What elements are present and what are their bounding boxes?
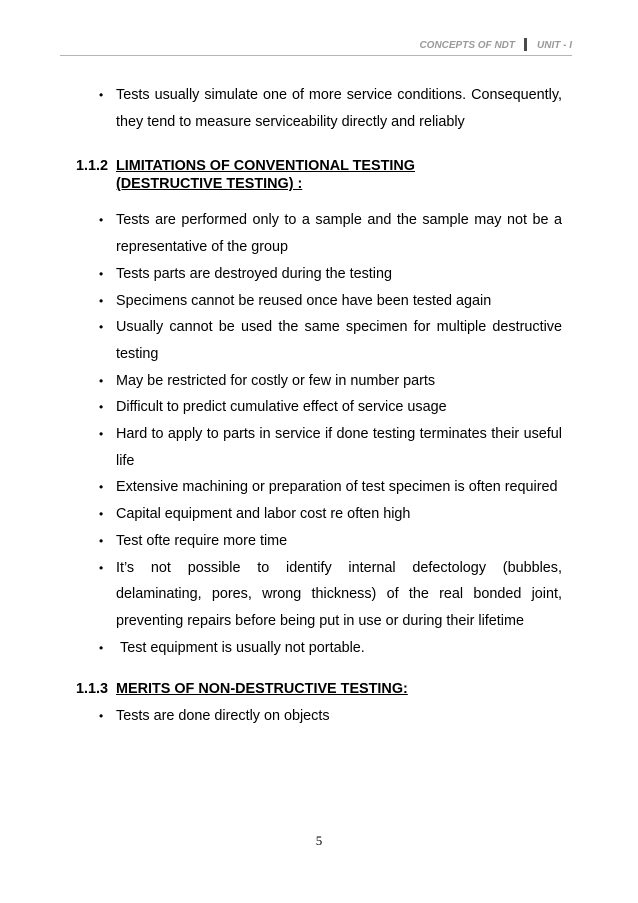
list-item-text: Tests usually simulate one of more service conditions. Consequently, they tend to measure serviceability directly and reliably — [116, 87, 562, 130]
list-item-text: It’s not possible to identify internal defectology (bubbles, delaminating, pores, wrong thickness) of the real bonded joint, preventing repairs before being put in use or during their lifetime — [116, 559, 562, 629]
list-item — [76, 368, 562, 395]
section-heading-limitations — [76, 158, 562, 193]
spacer — [76, 193, 562, 207]
list-item — [76, 501, 562, 528]
section-number: 1.1.2 — [76, 158, 109, 175]
section-title — [116, 158, 415, 193]
intro-bullet-list — [76, 82, 562, 135]
bullet-icon: • — [99, 640, 104, 655]
section-title-line: (DESTRUCTIVE TESTING) : — [116, 175, 303, 192]
list-item-text: Hard to apply to parts in service if done testing terminates their useful life — [116, 426, 562, 469]
page-content — [76, 84, 562, 730]
list-item — [76, 474, 562, 501]
section-title-line: LIMITATIONS OF CONVENTIONAL TESTING — [116, 158, 415, 175]
list-item-text: Test ofte require more time — [116, 532, 288, 549]
list-item-text: Tests are done directly on objects — [116, 707, 330, 724]
running-header — [419, 38, 572, 51]
header-unit: UNIT - I — [537, 40, 572, 51]
bullet-icon: • — [99, 266, 104, 281]
page-header — [60, 34, 572, 56]
list-item — [76, 288, 562, 315]
bullet-icon: • — [99, 88, 104, 102]
list-item — [76, 555, 562, 635]
bullet-icon: • — [99, 400, 104, 415]
bullet-icon: • — [99, 293, 104, 308]
list-item — [76, 394, 562, 421]
list-item — [76, 82, 562, 135]
list-item-text: Tests are performed only to a sample and the sample may not be a representative of the group — [116, 212, 562, 256]
list-item-text: Usually cannot be used the same specimen for multiple destructive testing — [116, 319, 562, 362]
list-item — [76, 314, 562, 367]
page-number: 5 — [315, 833, 323, 848]
header-title: CONCEPTS OF NDT — [419, 40, 515, 51]
list-item-text: Difficult to predict cumulative effect of service usage — [116, 399, 447, 416]
list-item-text: May be restricted for costly or few in number parts — [116, 372, 436, 389]
section-number: 1.1.3 — [76, 681, 109, 698]
bullet-icon: • — [99, 507, 104, 522]
list-item — [76, 635, 562, 662]
list-item — [76, 421, 562, 474]
bullet-icon: • — [99, 560, 104, 575]
list-item — [76, 207, 562, 260]
section-heading-merits — [76, 681, 562, 699]
section-title: MERITS OF NON-DESTRUCTIVE TESTING: — [116, 681, 408, 698]
list-item-text: Tests parts are destroyed during the testing — [116, 265, 392, 282]
merits-bullet-list — [76, 703, 562, 730]
bullet-icon: • — [99, 427, 104, 442]
list-item-text: Extensive machining or preparation of test specimen is often required — [116, 479, 558, 496]
list-item-text: Specimens cannot be reused once have been tested again — [116, 292, 492, 309]
header-separator — [524, 38, 527, 51]
limitations-bullet-list — [76, 207, 562, 661]
bullet-icon: • — [99, 320, 104, 335]
spacer — [76, 661, 562, 681]
list-item — [76, 261, 562, 288]
bullet-icon: • — [99, 480, 104, 495]
list-item — [76, 528, 562, 555]
bullet-icon: • — [99, 213, 104, 228]
list-item — [76, 703, 562, 730]
bullet-icon: • — [99, 373, 104, 388]
bullet-icon: • — [99, 708, 104, 723]
header-rule — [60, 55, 572, 56]
spacer — [76, 135, 562, 158]
bullet-icon: • — [99, 533, 104, 548]
list-item-text: Test equipment is usually not portable. — [120, 639, 365, 656]
list-item-text: Capital equipment and labor cost re often high — [116, 506, 411, 523]
